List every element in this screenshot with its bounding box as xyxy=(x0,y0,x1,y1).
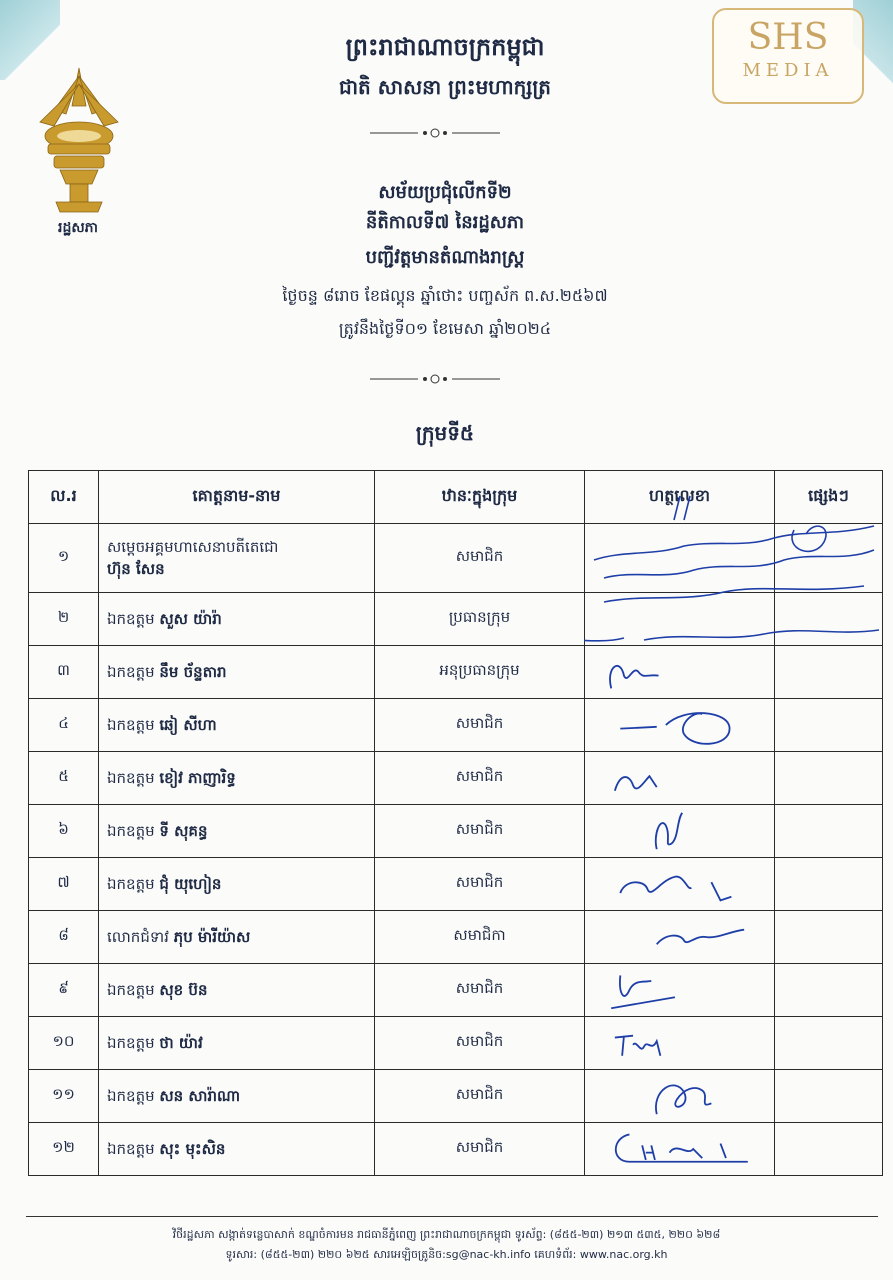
table-row xyxy=(29,646,883,699)
member-prefix: លោកជំទាវ xyxy=(107,928,169,946)
member-prefix: ឯកឧត្តម xyxy=(107,663,155,681)
member-role: សមាជិកា xyxy=(375,911,585,964)
member-prefix: ឯកឧត្តម xyxy=(107,875,155,893)
header-no: ល.រ xyxy=(29,471,99,524)
row-number: ៤ xyxy=(29,699,99,752)
row-number: ៧ xyxy=(29,858,99,911)
footer-contact: ទូរសារ: (៨៥៥-២៣) ២២០ ៦២៥ សារអេឡិចត្រូនិច:sg@nac-kh.info គេហទំព័រ: www.nac.org.kh xyxy=(225,1248,668,1261)
member-name-cell xyxy=(99,593,375,646)
signature-cell xyxy=(585,911,775,964)
signature-cell xyxy=(585,593,775,646)
member-role: សមាជិក xyxy=(375,752,585,805)
member-name: ឆៀ សីហា xyxy=(159,716,217,734)
row-number: ៣ xyxy=(29,646,99,699)
table-row xyxy=(29,593,883,646)
table-row xyxy=(29,858,883,911)
table-row xyxy=(29,752,883,805)
member-role: សមាជិក xyxy=(375,858,585,911)
legislature-title: នីតិកាលទី៧ នៃរដ្ឋសភា xyxy=(365,212,525,233)
row-number: ៨ xyxy=(29,911,99,964)
other-cell xyxy=(775,699,883,752)
table-row xyxy=(29,805,883,858)
table-row xyxy=(29,524,883,593)
session-title: សម័យប្រជុំលើកទី២ xyxy=(378,182,512,203)
row-number: ៥ xyxy=(29,752,99,805)
watermark-subtitle: MEDIA xyxy=(742,60,834,81)
other-cell xyxy=(775,1070,883,1123)
member-role: សមាជិក xyxy=(375,699,585,752)
row-number: ១ xyxy=(29,524,99,593)
other-cell xyxy=(775,911,883,964)
ornament-divider-icon xyxy=(370,372,500,386)
header-name: គោត្តនាម-នាម xyxy=(99,471,375,524)
signature-cell xyxy=(585,646,775,699)
member-name-cell xyxy=(99,964,375,1017)
member-name-cell xyxy=(99,911,375,964)
member-name: ទី សុគន្ធ xyxy=(159,822,208,840)
row-number: ២ xyxy=(29,593,99,646)
member-role: សមាជិក xyxy=(375,964,585,1017)
member-name: ជុំ យុហៀន xyxy=(159,875,222,893)
member-role: សមាជិក xyxy=(375,1070,585,1123)
member-name: ថា យ៉ាវ xyxy=(159,1034,203,1052)
list-title: បញ្ជីវត្តមានតំណាងរាស្ត្រ xyxy=(365,247,525,268)
other-cell xyxy=(775,805,883,858)
date-solar: ត្រូវនឹងថ្ងៃទី០១ ខែមេសា ឆ្នាំ២០២៤ xyxy=(338,319,552,338)
member-prefix: ឯកឧត្តម xyxy=(107,1087,155,1105)
table-row xyxy=(29,699,883,752)
attendance-table xyxy=(28,470,883,1176)
ornament-divider-icon xyxy=(370,126,500,140)
member-prefix: សម្តេចអគ្គមហាសេនាបតីតេជោ xyxy=(107,538,279,556)
member-role: ប្រធានក្រុម xyxy=(375,593,585,646)
member-name-cell xyxy=(99,805,375,858)
member-name-cell xyxy=(99,1017,375,1070)
signature-cell xyxy=(585,805,775,858)
table-row xyxy=(29,911,883,964)
other-cell xyxy=(775,1123,883,1176)
member-prefix: ឯកឧត្តម xyxy=(107,981,155,999)
other-cell xyxy=(775,593,883,646)
table-row xyxy=(29,1017,883,1070)
header-role: ឋានៈក្នុងក្រុម xyxy=(375,471,585,524)
member-name: ខៀវ ភាញារិទ្ធ xyxy=(159,769,236,787)
member-prefix: ឯកឧត្តម xyxy=(107,1140,155,1158)
member-role: អនុប្រធានក្រុម xyxy=(375,646,585,699)
signature-cell xyxy=(585,1123,775,1176)
member-prefix: ឯកឧត្តម xyxy=(107,769,155,787)
signature-cell xyxy=(585,964,775,1017)
header-signature: ហត្ថលេខា xyxy=(585,471,775,524)
signature-mark-icon xyxy=(593,805,766,857)
table-row xyxy=(29,1123,883,1176)
signature-cell xyxy=(585,1017,775,1070)
signature-mark-icon xyxy=(593,911,766,963)
member-name: ហ៊ុន សែន xyxy=(107,560,165,578)
motto-heading: ជាតិ សាសនា ព្រះមហាក្សត្រ xyxy=(339,75,551,99)
footer-address: វិថីរដ្ឋសភា សង្កាត់ទន្លេបាសាក់ ខណ្ឌចំការមន រាជធានីភ្នំពេញ ព្រះរាជាណាចក្រកម្ពុជា ទូរស័ព្ទ: (៨៥៥-២៣) ២១៣ ៥៣៥, ២២០ ៦២៨ xyxy=(172,1228,721,1241)
member-prefix: ឯកឧត្តម xyxy=(107,610,155,628)
signature-cell xyxy=(585,524,775,593)
signature-cell xyxy=(585,752,775,805)
member-role: សមាជិក xyxy=(375,1017,585,1070)
signature-mark-icon xyxy=(593,964,766,1016)
signature-mark-icon xyxy=(593,1070,766,1122)
member-name: សុះ មុះសិន xyxy=(159,1140,226,1158)
row-number: ១២ xyxy=(29,1123,99,1176)
other-cell xyxy=(775,646,883,699)
member-name: ភុប ម៉ារីយ៉ាស xyxy=(173,928,251,946)
member-name: នឹម ច័ន្ទតារា xyxy=(159,663,227,681)
row-number: ១០ xyxy=(29,1017,99,1070)
row-number: ៦ xyxy=(29,805,99,858)
signature-mark-icon xyxy=(593,699,766,751)
table-row xyxy=(29,964,883,1017)
member-prefix: ឯកឧត្តម xyxy=(107,1034,155,1052)
signature-mark-icon xyxy=(593,1123,766,1175)
signature-cell xyxy=(585,1070,775,1123)
group-title: ក្រុមទី៥ xyxy=(415,421,475,445)
member-name: សុខ ប៊ន xyxy=(159,981,208,999)
date-lunar: ថ្ងៃចន្ទ ៨រោច ខែផល្គុន ឆ្នាំថោះ បញ្ចស័ក ព.ស.២៥៦៧ xyxy=(282,286,608,305)
other-cell xyxy=(775,752,883,805)
header-other: ផ្សេងៗ xyxy=(775,471,883,524)
assembly-emblem-icon xyxy=(34,66,124,216)
member-name-cell xyxy=(99,752,375,805)
signature-cell xyxy=(585,699,775,752)
member-prefix: ឯកឧត្តម xyxy=(107,822,155,840)
member-role: សមាជិក xyxy=(375,1123,585,1176)
other-cell xyxy=(775,858,883,911)
footer-divider xyxy=(26,1216,878,1217)
member-name-cell xyxy=(99,858,375,911)
member-role: សមាជិក xyxy=(375,524,585,593)
other-cell xyxy=(775,1017,883,1070)
signature-mark-icon xyxy=(593,752,766,804)
member-name-cell xyxy=(99,1070,375,1123)
member-role: សមាជិក xyxy=(375,805,585,858)
kingdom-heading: ព្រះរាជាណាចក្រកម្ពុជា xyxy=(345,33,545,61)
signature-mark-icon xyxy=(593,1017,766,1069)
watermark-title: SHS xyxy=(747,17,829,58)
member-prefix: ឯកឧត្តម xyxy=(107,716,155,734)
assembly-name: រដ្ឋសភា xyxy=(58,220,98,236)
signature-mark-icon xyxy=(593,858,766,910)
member-name-cell xyxy=(99,699,375,752)
table-header-row xyxy=(29,471,883,524)
member-name-cell xyxy=(99,1123,375,1176)
member-name-cell xyxy=(99,646,375,699)
member-name: សន សារ៉ាណា xyxy=(159,1087,241,1105)
signature-mark-icon xyxy=(593,646,766,698)
other-cell xyxy=(775,524,883,593)
signature-cell xyxy=(585,858,775,911)
row-number: ១១ xyxy=(29,1070,99,1123)
member-name: សួស យ៉ារ៉ា xyxy=(159,610,222,628)
member-name-cell xyxy=(99,524,375,593)
row-number: ៩ xyxy=(29,964,99,1017)
table-row xyxy=(29,1070,883,1123)
other-cell xyxy=(775,964,883,1017)
